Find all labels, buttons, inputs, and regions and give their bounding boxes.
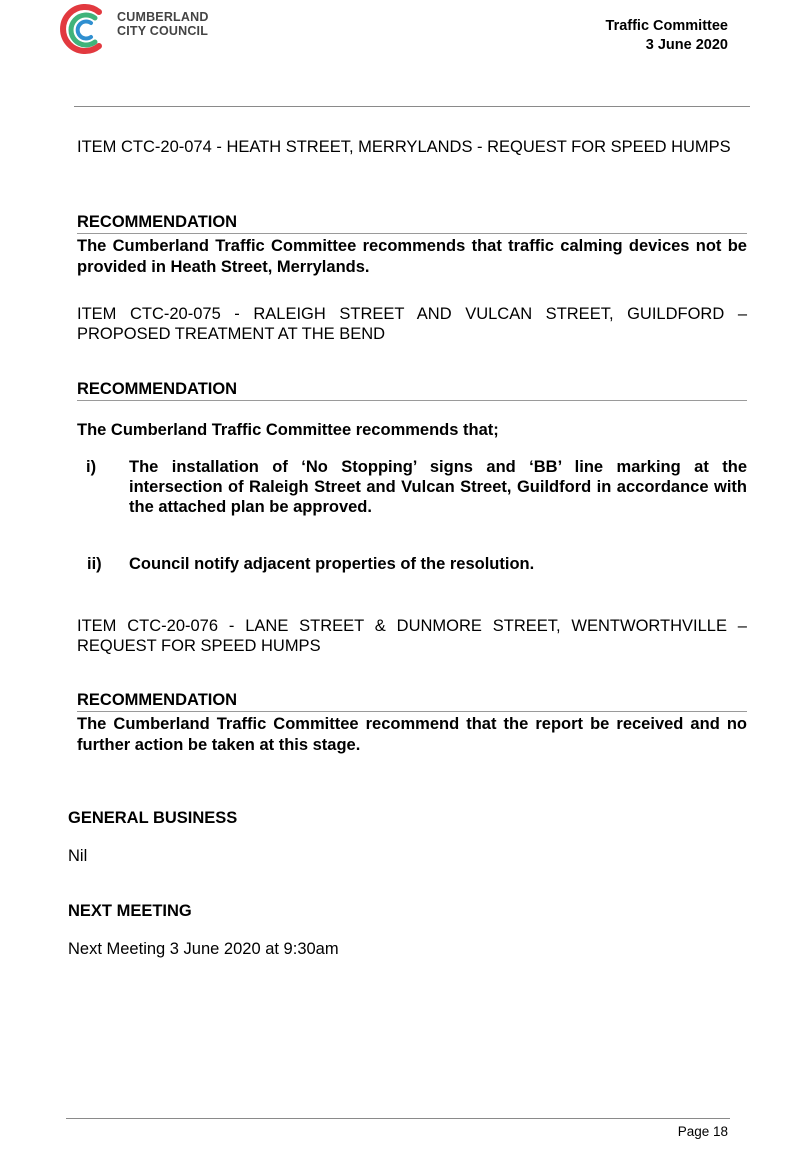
list-item-number: i) (86, 458, 97, 476)
section-text: Next Meeting 3 June 2020 at 9:30am (68, 940, 339, 958)
document-header (606, 17, 728, 55)
recommendation-text: The Cumberland Traffic Committee recommend that the report be received and no further action be taken at this stage. (77, 715, 747, 754)
item-title: ITEM CTC-20-076 - LANE STREET & DUNMORE STREET, WENTWORTHVILLE – REQUEST FOR SPEED HUMPS (77, 617, 747, 655)
list-item-text: Council notify adjacent properties of the resolution. (129, 555, 535, 573)
section-heading: NEXT MEETING (68, 902, 192, 920)
recommendation-heading: RECOMMENDATION (77, 380, 747, 401)
footer-divider (66, 1118, 730, 1119)
recommendation-text: The Cumberland Traffic Committee recommends that traffic calming devices not be provided in Heath Street, Merrylands. (77, 237, 747, 276)
page-number: Page 18 (677, 1124, 728, 1139)
recommendation-heading: RECOMMENDATION (77, 691, 747, 712)
item-075-recommendation (77, 380, 747, 401)
document-date: 3 June 2020 (645, 37, 728, 53)
recommendation-heading: RECOMMENDATION (77, 213, 747, 234)
list-item (77, 457, 747, 517)
recommendation-list-2 (77, 554, 747, 574)
logo-line2: CITY COUNCIL (117, 24, 209, 38)
recommendation-intro-block (77, 420, 747, 441)
item-076-recommendation (77, 691, 747, 756)
recommendation-list (77, 457, 747, 517)
general-business (68, 808, 748, 866)
item-075 (77, 304, 747, 344)
list-item-text: The installation of ‘No Stopping’ signs and ‘BB’ line marking at the intersection of Raleigh Street and Vulcan Street, Guildford in accordance with the attached plan be approved. (129, 458, 747, 516)
section-text: Nil (68, 847, 88, 865)
council-logo-icon (55, 0, 111, 56)
next-meeting (68, 901, 748, 959)
list-item (77, 554, 747, 574)
recommendation-intro: The Cumberland Traffic Committee recommends that; (77, 421, 499, 439)
item-title: ITEM CTC-20-075 - RALEIGH STREET AND VULCAN STREET, GUILDFORD – PROPOSED TREATMENT AT THE BEND (77, 305, 747, 343)
item-076 (77, 616, 747, 656)
item-074 (77, 137, 747, 157)
header-divider (74, 106, 750, 107)
item-title: ITEM CTC-20-074 - HEATH STREET, MERRYLANDS - REQUEST FOR SPEED HUMPS (77, 138, 731, 156)
council-logo (55, 0, 215, 56)
item-074-recommendation (77, 213, 747, 278)
list-item-number: ii) (87, 555, 102, 573)
section-heading: GENERAL BUSINESS (68, 809, 238, 827)
document-title: Traffic Committee (605, 18, 728, 34)
logo-line1: CUMBERLAND (117, 10, 209, 24)
